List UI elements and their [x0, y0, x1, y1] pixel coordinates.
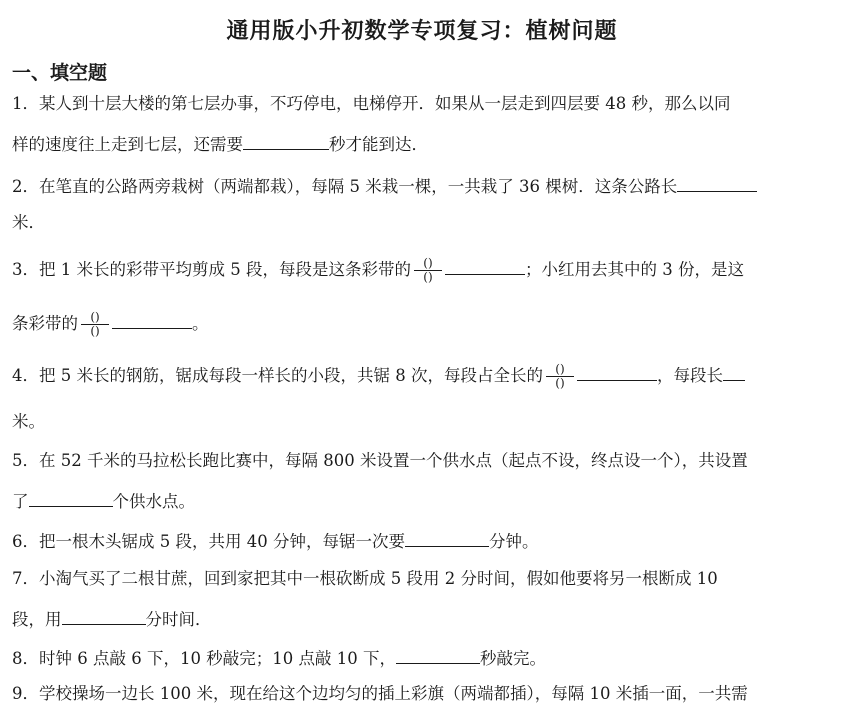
answer-blank-6[interactable]	[405, 528, 489, 547]
question-3-line-1	[12, 256, 744, 284]
question-4-line-1	[12, 362, 745, 390]
question-5-line-1: 5．在 52 千米的马拉松长跑比赛中，每隔 800 米设置一个供水点（起点不设，终点设一个），共设置	[12, 451, 748, 470]
question-7-text-a: 段，用	[12, 610, 62, 629]
fraction-numerator: ()	[555, 362, 565, 376]
question-4-text-a: 4．把 5 米长的钢筋，锯成每段一样长的小段，共锯 8 次，每段占全长的	[12, 366, 543, 385]
answer-blank-3a[interactable]	[445, 256, 525, 275]
fraction-numerator: ()	[423, 256, 433, 270]
question-7-line-1: 7．小淘气买了二根甘蔗，回到家把其中一根砍断成 5 段用 2 分时间，假如他要将另一根断成 10	[12, 569, 718, 588]
question-7-text-b: 分时间．	[145, 610, 212, 629]
answer-blank-8[interactable]	[396, 645, 480, 664]
section-heading: 一、填空题	[12, 62, 108, 84]
question-8-line	[12, 645, 546, 671]
fraction-blank-2[interactable]	[81, 311, 109, 338]
answer-blank-7[interactable]	[62, 606, 146, 625]
question-6-text-a: 6．把一根木头锯成 5 段，共用 40 分钟，每锯一次要	[12, 532, 405, 551]
question-1-text-b: 秒才能到达．	[329, 135, 428, 154]
fraction-numerator: ()	[90, 310, 100, 324]
question-2-line-1	[12, 173, 757, 199]
question-2-text: 2．在笔直的公路两旁栽树（两端都栽），每隔 5 米栽一棵，一共栽了 36 棵树．这条公路长	[12, 177, 678, 196]
question-8-text-b: 秒敲完。	[479, 649, 546, 668]
answer-blank-1[interactable]	[243, 131, 329, 150]
question-8-text-a: 8．时钟 6 点敲 6 下，10 秒敲完；10 点敲 10 下，	[12, 649, 396, 668]
question-1-text-a: 样的速度往上走到七层，还需要	[12, 135, 243, 154]
question-3-text-a: 3．把 1 米长的彩带平均剪成 5 段，每段是这条彩带的	[12, 260, 411, 279]
answer-blank-5[interactable]	[29, 488, 113, 507]
question-5-text-b: 个供水点。	[112, 492, 195, 511]
answer-blank-3b[interactable]	[112, 310, 192, 329]
question-5-line-2	[12, 488, 195, 514]
fraction-denominator: ()	[555, 376, 565, 390]
question-2-line-2: 米．	[12, 213, 45, 232]
answer-blank-2[interactable]	[677, 173, 757, 192]
fraction-blank-1[interactable]	[414, 257, 442, 284]
question-1-line-2	[12, 131, 428, 157]
question-3-line-2	[12, 310, 209, 338]
question-5-text-a: 了	[12, 492, 29, 511]
question-3-text-b: ；小红用去其中的 3 份，是这	[524, 260, 744, 279]
question-3-text-c: 条彩带的	[12, 314, 78, 333]
question-3-text-d: 。	[192, 314, 209, 333]
question-6-line	[12, 528, 538, 554]
question-1-line-1: 1．某人到十层大楼的第七层办事，不巧停电，电梯停开．如果从一层走到四层要 48 秒，那么以同	[12, 94, 731, 113]
fraction-denominator: ()	[90, 324, 100, 338]
question-9-line-1: 9．学校操场一边长 100 米，现在给这个边均匀的插上彩旗（两端都插），每隔 10 米插一面，一共需	[12, 684, 748, 703]
document-title: 通用版小升初数学专项复习：植树问题	[226, 19, 618, 44]
fraction-denominator: ()	[423, 270, 433, 284]
question-6-text-b: 分钟。	[488, 532, 539, 551]
answer-blank-4a[interactable]	[577, 362, 657, 381]
answer-blank-4b[interactable]	[723, 362, 745, 381]
question-4-text-b: ，每段长	[656, 366, 723, 385]
fraction-blank-3[interactable]	[546, 363, 574, 390]
question-4-line-2: 米。	[12, 412, 45, 431]
question-7-line-2	[12, 606, 212, 632]
